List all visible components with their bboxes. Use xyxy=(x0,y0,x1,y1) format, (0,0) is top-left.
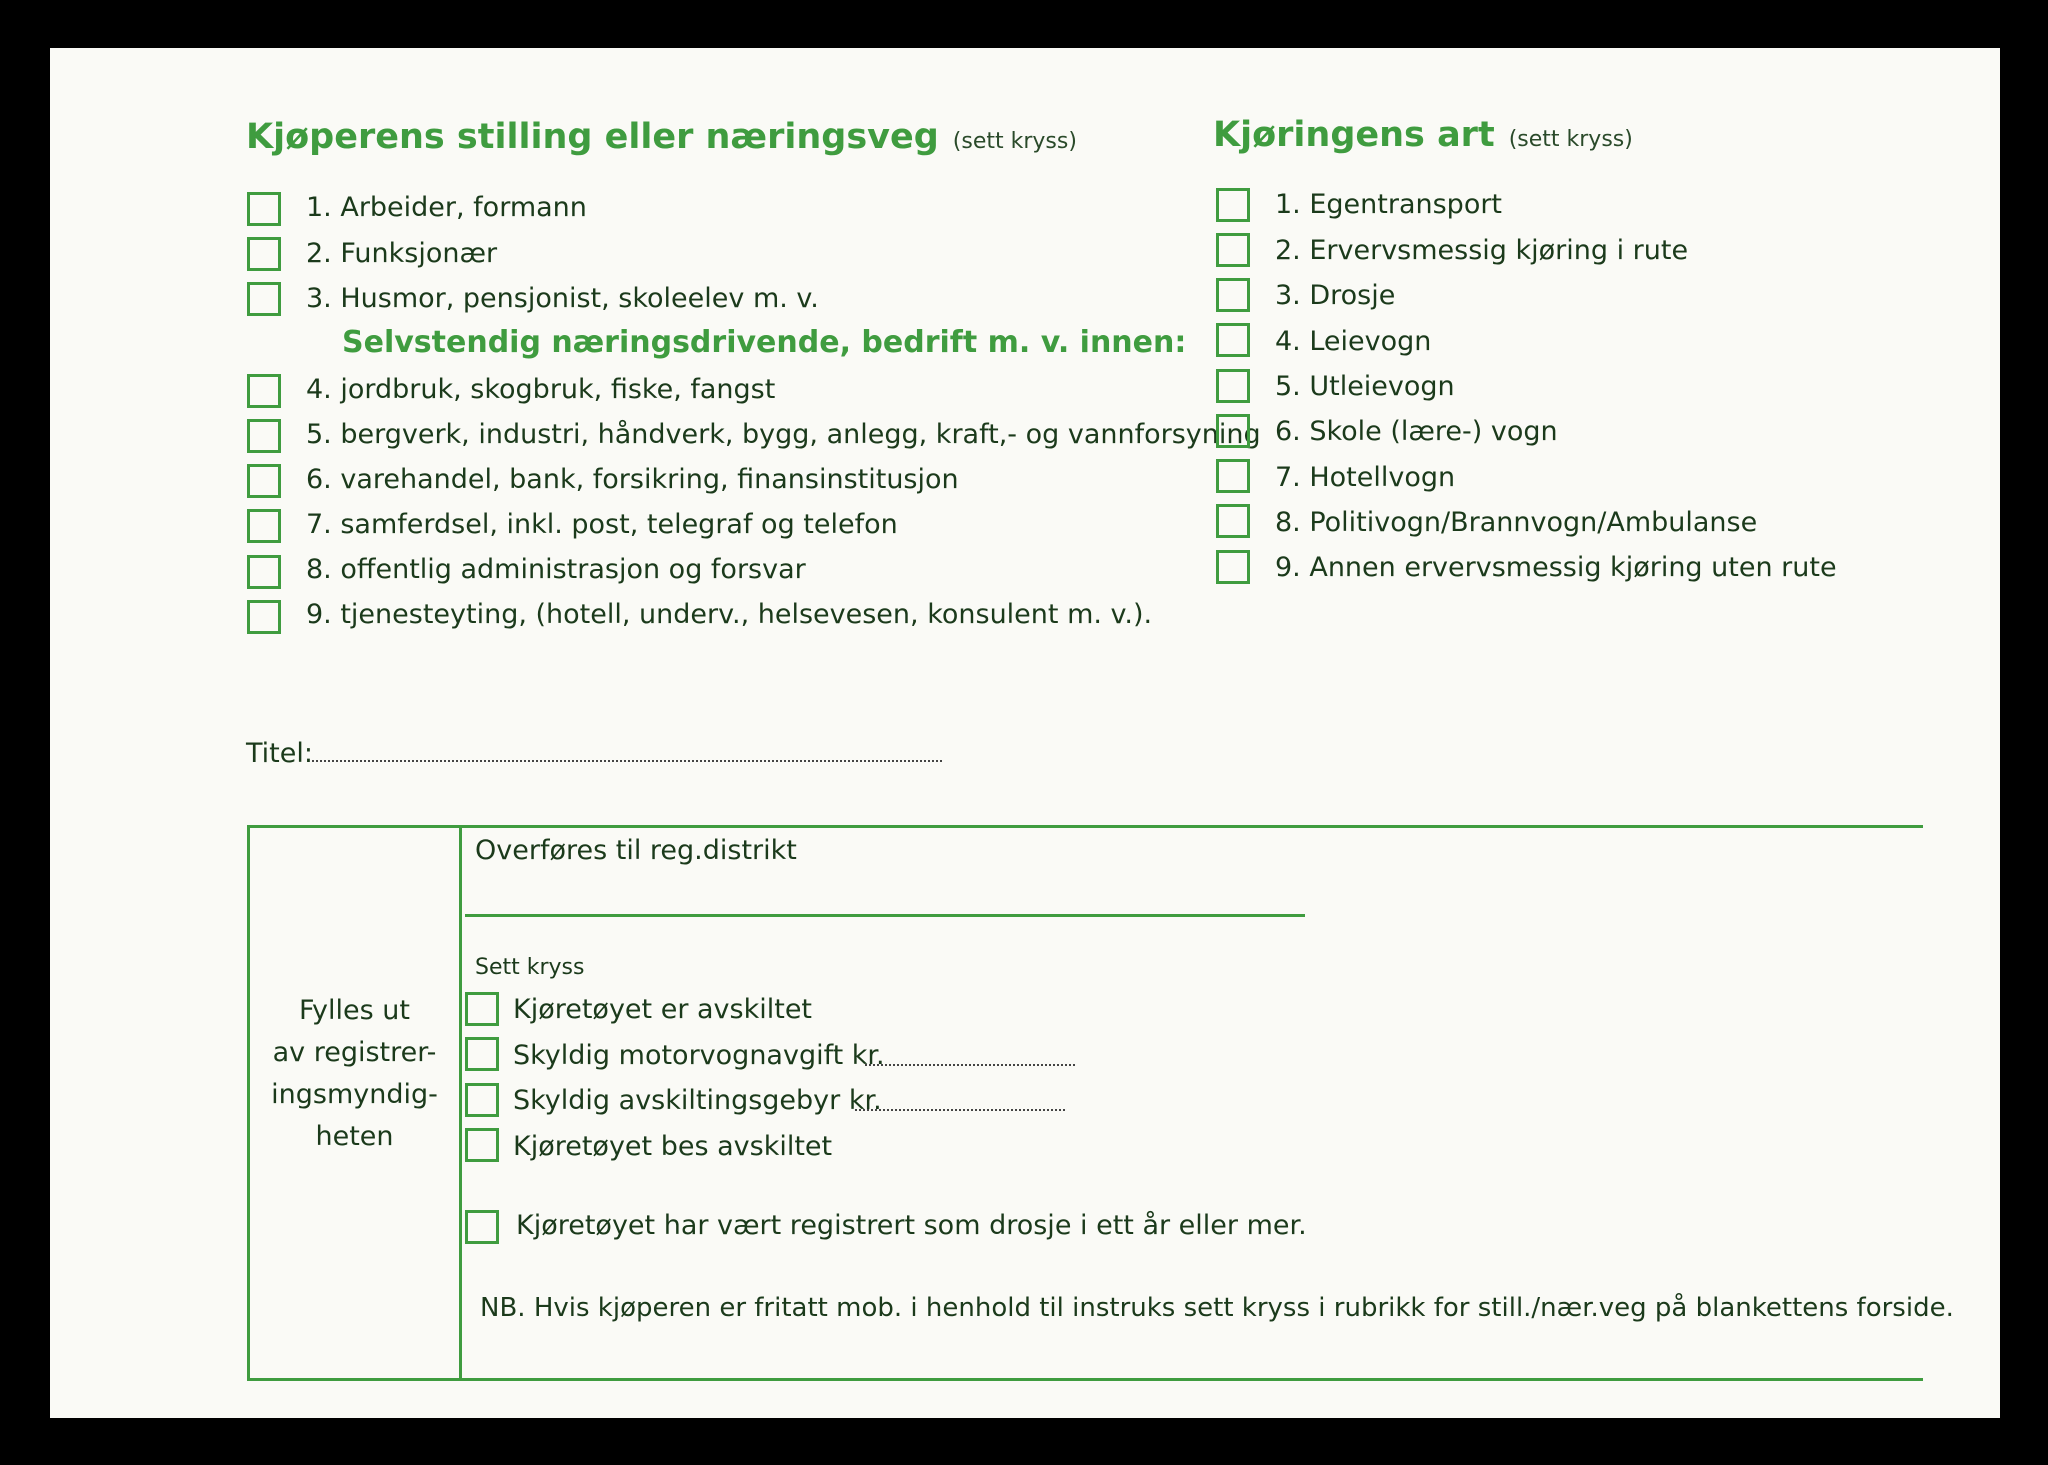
request-deregister-label: Kjøretøyet bes avskiltet xyxy=(513,1131,833,1162)
deregistered-checkbox[interactable] xyxy=(465,992,499,1026)
driving-type-label-9: 9. Annen ervervsmessig kjøring uten rute xyxy=(1275,552,1837,583)
title-label: Titel: xyxy=(246,738,313,769)
driving-type-label-6: 6. Skole (lære-) vogn xyxy=(1275,416,1558,447)
nb-note: NB. Hvis kjøperen er fritatt mob. i henhold til instruks sett kryss i rubrikk for still./nær.veg på blankettens forside. xyxy=(480,1293,1954,1323)
driving-type-checkbox-1[interactable] xyxy=(1216,188,1250,222)
form-sheet xyxy=(50,48,2000,1418)
driving-type-label-2: 2. Ervervsmessig kjøring i rute xyxy=(1275,235,1689,266)
driving-type-label-4: 4. Leievogn xyxy=(1275,326,1432,357)
driving-type-label-7: 7. Hotellvogn xyxy=(1275,462,1456,493)
occupation-checkbox-4[interactable] xyxy=(247,374,281,408)
occupation-checkbox-5[interactable] xyxy=(247,419,281,453)
driving-type-label-5: 5. Utleievogn xyxy=(1275,371,1455,402)
deregistered-label: Kjøretøyet er avskiltet xyxy=(513,994,813,1025)
motor-fee-amount-field[interactable] xyxy=(865,1064,1075,1066)
occupation-checkbox-3[interactable] xyxy=(247,282,281,316)
driving-type-label-1: 1. Egentransport xyxy=(1275,189,1503,220)
driving-type-label-3: 3. Drosje xyxy=(1275,280,1396,311)
registration-authority-label: Fylles ut av registrer- ingsmyndig- heten xyxy=(271,995,438,1152)
driving-type-checkbox-3[interactable] xyxy=(1216,278,1250,312)
request-deregister-checkbox[interactable] xyxy=(465,1128,499,1162)
occupation-label-6: 6. varehandel, bank, forsikring, finansinstitusjon xyxy=(306,464,959,495)
taxi-year-label: Kjøretøyet har vært registrert som drosje i ett år eller mer. xyxy=(516,1210,1307,1241)
driving-type-checkbox-5[interactable] xyxy=(1216,369,1250,403)
driving-type-label-8: 8. Politivogn/Brannvogn/Ambulanse xyxy=(1275,507,1758,538)
frame-bottom-line xyxy=(247,1378,1923,1381)
transfer-district-label: Overføres til reg.distrikt xyxy=(475,835,797,866)
plate-fee-label: Skyldig avskiltingsgebyr kr. xyxy=(513,1085,882,1116)
occupation-label-2: 2. Funksjonær xyxy=(306,238,498,269)
self-employed-subheading: Selvstendig næringsdrivende, bedrift m. v. innen: xyxy=(342,325,1187,360)
driving-type-checkbox-6[interactable] xyxy=(1216,414,1250,448)
title-field[interactable] xyxy=(312,760,942,762)
driving-type-checkbox-7[interactable] xyxy=(1216,459,1250,493)
driving-type-checkbox-4[interactable] xyxy=(1216,323,1250,357)
frame-top-line xyxy=(247,825,1923,828)
occupation-label-5: 5. bergverk, industri, håndverk, bygg, anlegg, kraft,- og vannforsyning xyxy=(306,419,1261,450)
occupation-label-9: 9. tjenesteyting, (hotell, underv., helsevesen, konsulent m. v.). xyxy=(306,599,1153,630)
motor-fee-label: Skyldig motorvognavgift kr. xyxy=(513,1040,885,1071)
taxi-year-checkbox[interactable] xyxy=(465,1210,499,1244)
driving-type-checkbox-9[interactable] xyxy=(1216,550,1250,584)
occupation-label-4: 4. jordbruk, skogbruk, fiske, fangst xyxy=(306,374,776,405)
occupation-label-3: 3. Husmor, pensjonist, skoleelev m. v. xyxy=(306,283,819,314)
occupation-label-7: 7. samferdsel, inkl. post, telegraf og telefon xyxy=(306,509,898,540)
sett-kryss-label: Sett kryss xyxy=(475,955,585,980)
driving-type-heading: Kjøringens art (sett kryss) xyxy=(1213,115,1633,155)
plate-fee-checkbox[interactable] xyxy=(465,1083,499,1117)
occupation-label-8: 8. offentlig administrasjon og forsvar xyxy=(306,554,806,585)
occupation-checkbox-1[interactable] xyxy=(247,192,281,226)
driving-type-checkbox-2[interactable] xyxy=(1216,233,1250,267)
occupation-checkbox-2[interactable] xyxy=(247,237,281,271)
occupation-label-1: 1. Arbeider, formann xyxy=(306,192,587,223)
plate-fee-amount-field[interactable] xyxy=(855,1109,1065,1111)
occupation-checkbox-7[interactable] xyxy=(247,509,281,543)
driving-type-checkbox-8[interactable] xyxy=(1216,504,1250,538)
occupation-checkbox-9[interactable] xyxy=(247,600,281,634)
frame-divider xyxy=(459,825,462,1381)
occupation-checkbox-6[interactable] xyxy=(247,464,281,498)
occupation-checkbox-8[interactable] xyxy=(247,555,281,589)
transfer-district-field[interactable] xyxy=(465,914,1305,917)
motor-fee-checkbox[interactable] xyxy=(465,1037,499,1071)
buyer-occupation-heading: Kjøperens stilling eller næringsveg (sett kryss) xyxy=(246,117,1077,157)
